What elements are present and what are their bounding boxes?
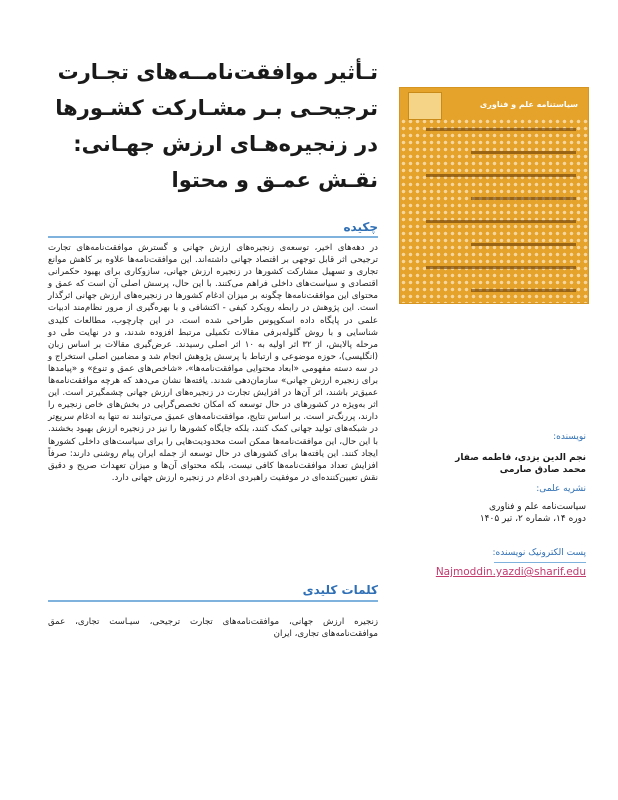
publication-line: سیاست‌نامه علم و فناوری (488, 502, 586, 512)
cover-line (426, 220, 576, 223)
journal-cover-image (400, 88, 588, 303)
cover-line (471, 243, 576, 246)
cover-line (471, 151, 576, 154)
authors-list (400, 452, 586, 476)
author-line: نجم الدین یزدی، فاطمه صفار (455, 453, 586, 463)
author-line: محمد صادق صارمی (499, 465, 586, 475)
cover-logo (408, 92, 442, 120)
author-email-link[interactable]: Najmoddin.yazdi@sharif.edu (435, 566, 586, 578)
cover-line (426, 266, 576, 269)
email-label: پست الکترونیک نویسنده: (492, 548, 586, 558)
abstract-rule (48, 236, 378, 238)
abstract-text: در دهه‌های اخیر، توسعه‌ی زنجیره‌های ارزش جهانی و گسترش موافقت‌نامه‌های تجارت ترجیحی اثر قابل توجهی بر اقتصاد جهانی داشته‌اند. این موافقت‌نامه‌ها علاوه بر کاهش موانع تجاری و تسهیل مشارکت کشورها در زنجیره ارزش جهانی، سازوکاری برای بهبود حکمرانی اقتصادی و سیاست‌های داخلی فراهم می‌کنند. با این حال، پرسش اصلی آن است که عمق و محتوای این موافقت‌نامه‌ها چگونه بر میزان ادغام کشورها در زنجیره‌های ارزش جهانی اثرگذار است. این پژوهش در رابطه رویکرد کیفی - اکتشافی و با بهره‌گیری از مرور نظام‌مند ادبیات علمی در پایگاه داده اسکوپوس طراحی شده است. در این چارچوب، مطالعات کلیدی شناسایی و با روش گلوله‌برفی مقالات تکمیلی مرتبط افزوده شدند، و در نهایت طی دو مرحله پالایش، از ۳۲ اثر اولیه به ۱۰ اثر اصلی رسیدند. عرض‌گیری مقالات بر اساس زبان (انگلیسی)، حوزه موضوعی و ارتباط با پرسش پژوهش انجام شد و مضامین اصلی استخراج و در سه دسته مفهومی «ابعاد محتوایی موافقت‌نامه‌ها»، «شاخص‌های عمق و تنوع» و «پیامدها برای زنجیره ارزش جهانی» سازمان‌دهی شدند. یافته‌ها نشان می‌دهد که هرچه موافقت‌نامه‌ها عمیق‌تر باشند، اثر آن‌ها در افزایش تجارت در زنجیره‌های ارزش جهانی چشمگیرتر است. این اثر به‌ویژه در کشورهای در حال توسعه که امکان تخصص‌گرایی در بخش‌های خاص زنجیره را دارند، پررنگ‌تر است. بر اساس نتایج، موافقت‌نامه‌های عمیق می‌توانند نه تنها به ادغام سریع‌تر در شبکه‌های تولید جهانی کمک کنند، بلکه جایگاه کشورها را نیز در زنجیره ارزش بهبود بخشند. با این حال، این موافقت‌نامه‌ها ممکن است محدودیت‌هایی را برای سیاست‌های داخلی کشورها ایجاد کنند. این یافته‌ها برای کشورهای در حال توسعه از جمله ایران پیام روشنی دارند: صرفاً افزایش تعداد موافقت‌نامه‌ها کافی نیست، بلکه محتوای آن‌ها و میزان تعهدات صریح و دقیق نقش تعیین‌کننده‌ای در موفقیت راهبردی ادغام در زنجیره ارزش جهانی دارد. (48, 243, 378, 483)
keywords-heading: کلمات کلیدی (302, 583, 378, 597)
publication-line: دوره ۱۴، شماره ۲، تیر ۱۴۰۵ (479, 514, 586, 524)
cover-line (426, 174, 576, 177)
publication-info (400, 501, 586, 525)
cover-line (471, 197, 576, 200)
email-rule (494, 562, 586, 563)
keywords-text: زنجیره ارزش جهانی، موافقت‌نامه‌های تجارت ترجیحی، سیـاست تجاری، عمق موافقت‌نامه‌های تجاری، ایران (48, 617, 378, 640)
cover-line (426, 128, 576, 131)
keywords-rule (48, 600, 378, 602)
cover-header: سیاستنامه علم و فناوری (479, 100, 578, 109)
cover-line (471, 289, 576, 292)
publication-label: نشریه علمی: (536, 484, 586, 494)
authors-label: نویسنده: (553, 432, 586, 442)
abstract-heading: چکیده (343, 220, 378, 234)
cover-contents-list (426, 128, 576, 303)
article-title: تـأثیر موافقت‌نامــه‌های تجـارت ترجیحـی بـر مشـارکت کشـورها در زنجیره‌هـای ارزش جهـانی: نقـش عمـق و محتوا (55, 60, 378, 192)
